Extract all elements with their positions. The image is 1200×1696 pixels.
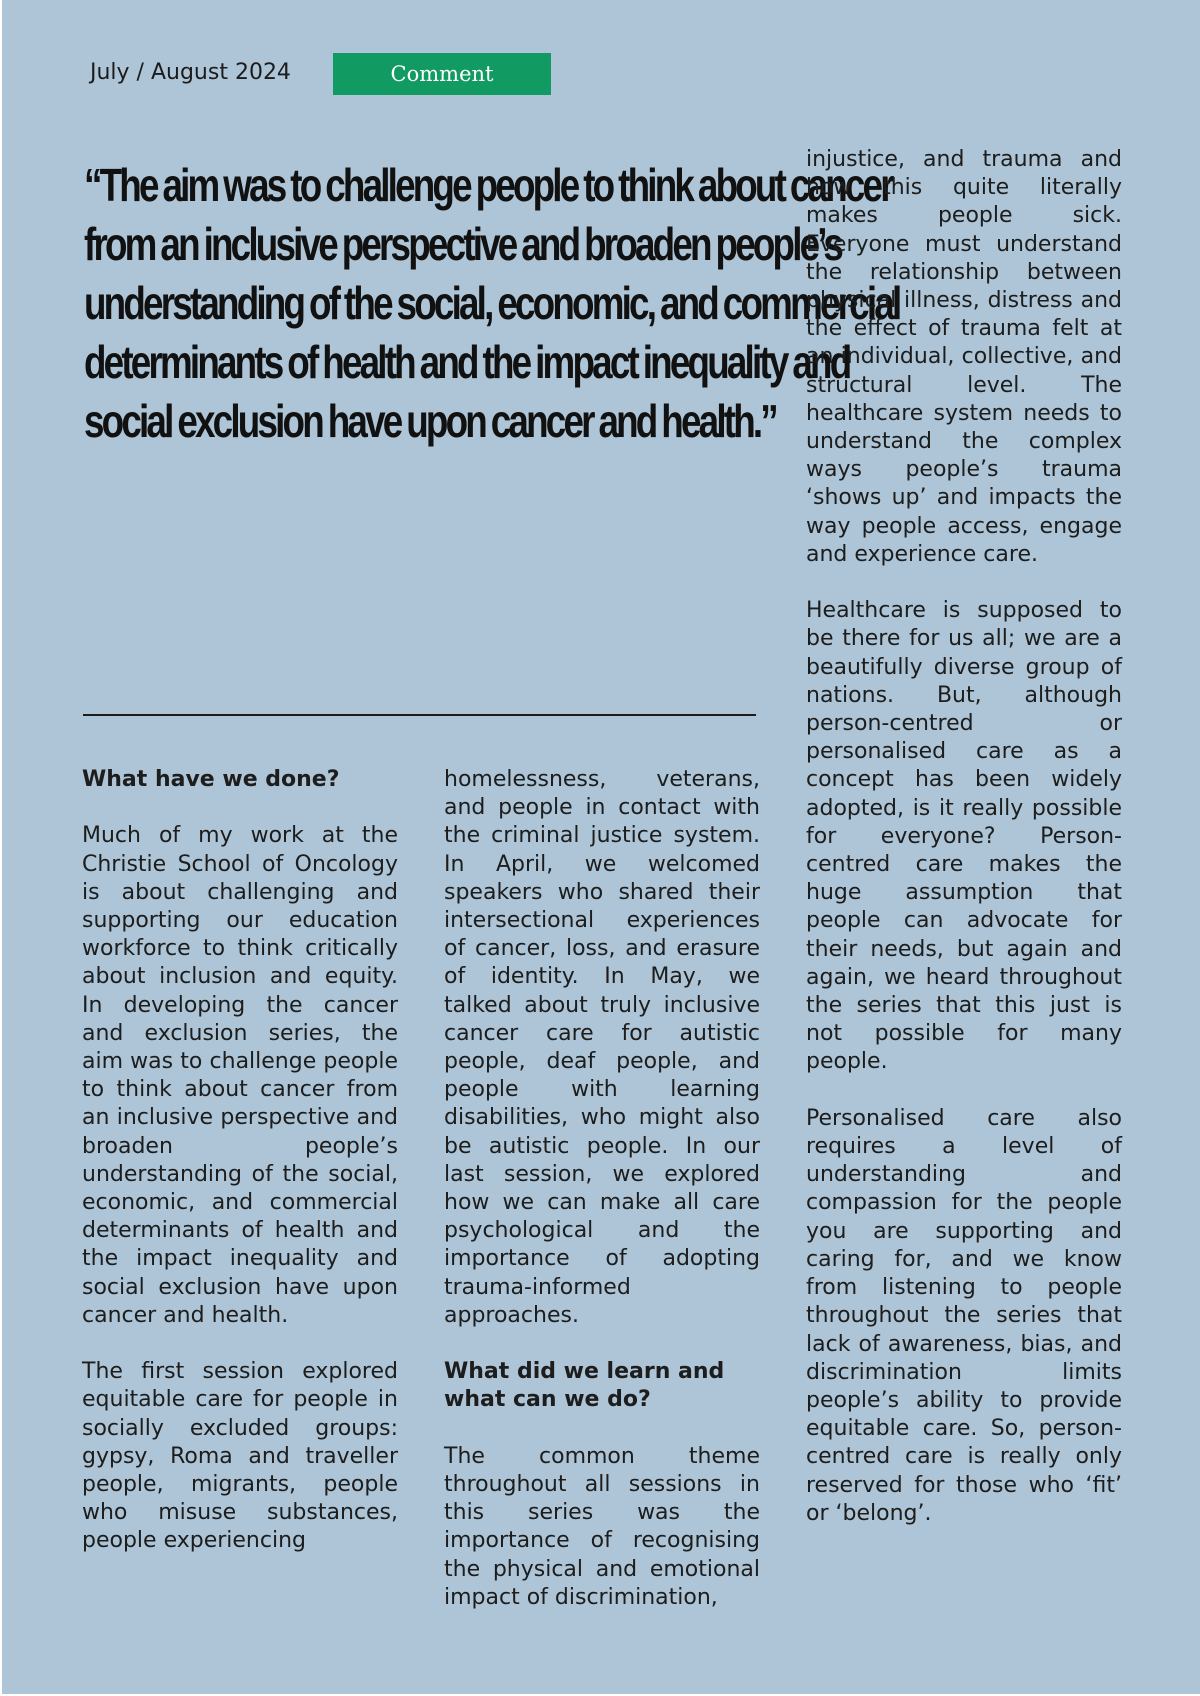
pull-quote: [84, 156, 900, 451]
pull-quote-line: social exclusion have upon cancer and health.”: [84, 395, 776, 447]
article-column-2: [444, 766, 760, 1612]
page-sheet: [2, 0, 1200, 1694]
pull-quote-line: “The aim was to challenge people to think about cancer: [84, 159, 892, 211]
article-column-1: [82, 766, 398, 1556]
paragraph: homelessness, veterans, and people in contact with the criminal justice system. In April, we welcomed speakers who shared their intersectional experiences of cancer, loss, and erasure of identity. In May, we talked about truly inclusive cancer care for autistic people, deaf people, and people with learning disabilities, who might also be autistic people. In our last session, we explored how we can make all care psychological and the importance of adopting trauma-informed approaches.: [444, 767, 760, 1328]
issue-date: July / August 2024: [90, 60, 291, 85]
pull-quote-line: from an inclusive perspective and broaden people’s: [84, 218, 842, 270]
section-divider: [83, 714, 756, 716]
heading-what-did-we-learn: What did we learn and what can we do?: [444, 1359, 725, 1413]
paragraph: The first session explored equitable care for people in socially excluded groups: gypsy, Roma and traveller people, migrants, people who misuse substances, people experiencing: [82, 1359, 398, 1554]
paragraph: Much of my work at the Christie School of Oncology is about challenging and supporting our education workforce to think critically about inclusion and equity. In developing the cancer and exclusion series, the aim was to challenge people to think about cancer from an inclusive perspective and broaden people’s understanding of the social, economic, and commercial determinants of health and the impact inequality and social exclusion have upon cancer and health.: [82, 823, 398, 1328]
pull-quote-line: understanding of the social, economic, and commercial: [84, 277, 900, 329]
paragraph: Personalised care also requires a level of understanding and compassion for the people you are supporting and caring for, and we know from listening to people throughout the series that lack of awareness, bias, and discrimination limits people’s ability to provide equitable care. So, person-centred care is really only reserved for those who ‘fit’ or ‘belong’.: [806, 1105, 1122, 1526]
section-tag-comment: Comment: [333, 53, 551, 95]
paragraph: Healthcare is supposed to be there for us all; we are a beautifully diverse group of nations. But, although person-centred or personalised care as a concept has been widely adopted, is it really possible for everyone? Person-centred care makes the huge assumption that people can advocate for their needs, but again and again, we heard throughout the series that this just is not possible for many people.: [806, 598, 1122, 1075]
article-column-3: [806, 146, 1122, 1528]
pull-quote-line: determinants of health and the impact inequality and: [84, 336, 850, 388]
paragraph: injustice, and trauma and how this quite literally makes people sick. Everyone must understand the relationship between physical illness, distress and the effect of trauma felt at an individual, collective, and structural level. The healthcare system needs to understand the complex ways people’s trauma ‘shows up’ and impacts the way people access, engage and experience care.: [806, 147, 1122, 567]
paragraph: The common theme throughout all sessions in this series was the importance of recognising the physical and emotional impact of discrimination,: [444, 1443, 760, 1610]
heading-what-have-we-done: What have we done?: [82, 767, 340, 792]
